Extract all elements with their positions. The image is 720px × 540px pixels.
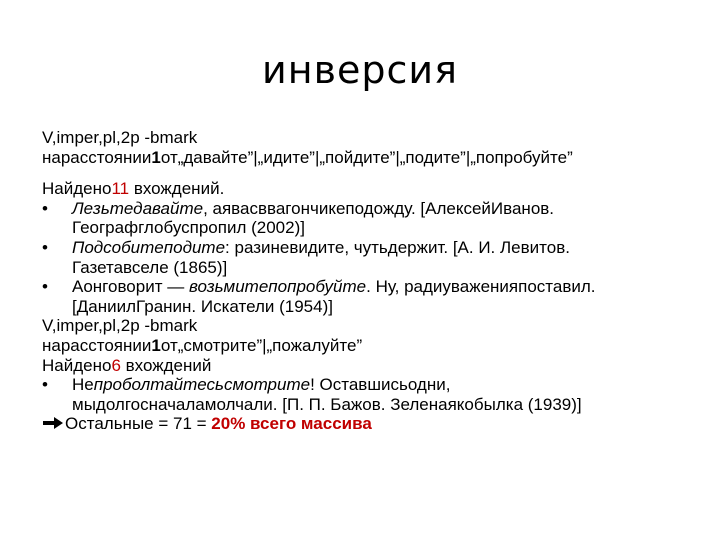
found-count-line bbox=[42, 356, 702, 376]
found-label: Найдено bbox=[42, 355, 112, 375]
summary-text: Остальные = 71 = bbox=[65, 414, 212, 434]
pattern-rest: от„давайте”|„идите”|„пойдите”|„подите”|„попробуйте” bbox=[160, 147, 573, 167]
example-text: ! Оставшисьодни, bbox=[310, 375, 451, 395]
example-italic: проболтайтесьсмотрите bbox=[93, 375, 311, 395]
list-item-source: [ДаниилГранин. Искатели (1954)] bbox=[72, 296, 333, 316]
found-suffix: вхождений bbox=[120, 355, 212, 375]
found-suffix: вхождений. bbox=[129, 179, 225, 199]
example-text: , аявасввагончикеподожду. [АлексейИванов. bbox=[203, 198, 555, 218]
list-item bbox=[42, 199, 702, 219]
bullet-icon: • bbox=[42, 198, 48, 218]
found-count-line bbox=[42, 179, 702, 199]
example-italic: возьмитепопробуйте bbox=[188, 277, 367, 297]
pattern-number: 1 bbox=[151, 147, 161, 167]
list-item bbox=[42, 375, 702, 395]
query-pattern bbox=[42, 148, 702, 168]
pattern-rest: от„смотрите”|„пожалуйте” bbox=[160, 335, 363, 355]
example-prefix: Не bbox=[72, 375, 94, 395]
bullet-icon: • bbox=[42, 237, 48, 257]
example-text: . Ну, радиуваженияпоставил. bbox=[366, 277, 596, 297]
example-text: : разиневидите, чутьдержит. [А. И. Левитов. bbox=[225, 237, 570, 257]
bullet-icon: • bbox=[42, 375, 48, 395]
list-item-source: Географглобуспропил (2002)] bbox=[72, 218, 305, 238]
summary-highlight: 20% всего массива bbox=[211, 414, 372, 434]
query-header: V,imper,pl,2p -bmark bbox=[42, 316, 198, 336]
query-header: V,imper,pl,2p -bmark bbox=[42, 128, 198, 147]
list-item-source: мыдолгосначаламолчали. [П. П. Бажов. Зеленаякобылка (1939)] bbox=[72, 394, 582, 414]
example-italic: Подсобитеподите bbox=[72, 237, 226, 257]
pattern-number: 1 bbox=[151, 335, 161, 355]
slide-title: инверсия bbox=[262, 48, 458, 92]
list-item bbox=[42, 238, 702, 258]
found-count: 11 bbox=[111, 179, 130, 199]
found-count: 6 bbox=[111, 355, 121, 375]
bullet-icon: • bbox=[42, 277, 48, 297]
example-prefix: Аонговорит — bbox=[72, 277, 189, 297]
right-arrow-icon bbox=[42, 416, 64, 430]
summary-line bbox=[42, 414, 702, 434]
example-italic: Лезьтедавайте bbox=[72, 198, 204, 218]
pattern-prefix: нарасстоянии bbox=[42, 147, 152, 167]
list-item-source: Газетавселе (1865)] bbox=[72, 257, 228, 277]
slide-body bbox=[42, 128, 702, 434]
query-pattern bbox=[42, 336, 702, 356]
found-label: Найдено bbox=[42, 179, 112, 199]
pattern-prefix: нарасстоянии bbox=[42, 335, 152, 355]
list-item bbox=[42, 277, 702, 297]
